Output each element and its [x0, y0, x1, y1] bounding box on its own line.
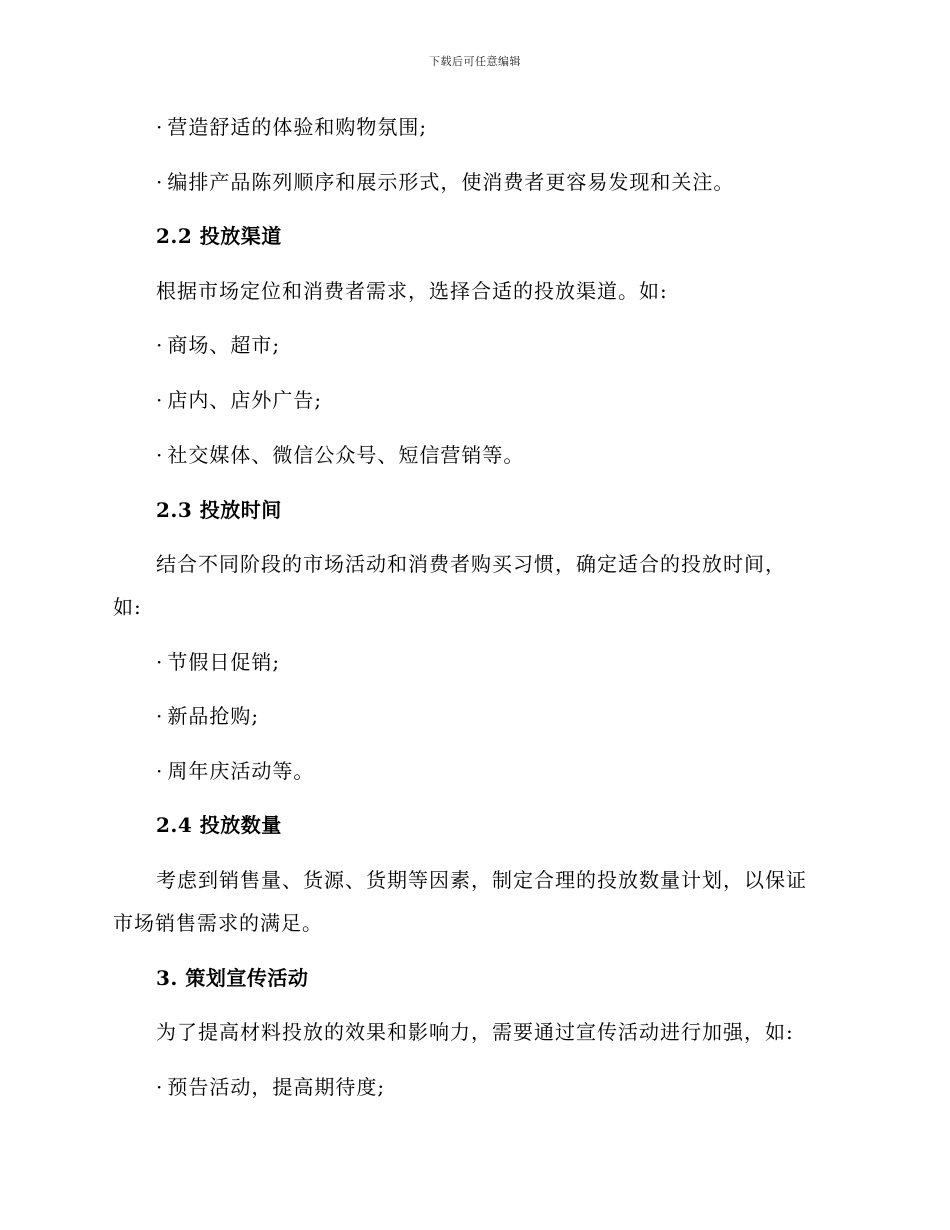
section-heading-2-2: 2.2 投放渠道: [156, 224, 282, 248]
section-heading-2-3: 2.3 投放时间: [156, 498, 282, 522]
bullet-item: · 节假日促销;: [156, 648, 280, 676]
bullet-item: · 编排产品陈列顺序和展示形式，使消费者更容易发现和关注。: [156, 168, 734, 196]
section-heading-2-4: 2.4 投放数量: [156, 813, 282, 837]
paragraph: 根据市场定位和消费者需求，选择合适的投放渠道。如:: [156, 279, 668, 303]
bullet-item: · 预告活动，提高期待度;: [156, 1073, 385, 1101]
bullet-item: · 周年庆活动等。: [156, 757, 314, 785]
bullet-item: · 营造舒适的体验和购物氛围;: [156, 113, 427, 141]
bullet-item: · 社交媒体、微信公众号、短信营销等。: [156, 441, 524, 469]
bullet-item: · 店内、店外广告;: [156, 386, 322, 414]
paragraph-continuation: 如:: [113, 595, 142, 619]
paragraph: 为了提高材料投放的效果和影响力，需要通过宣传活动进行加强，如:: [156, 1020, 794, 1044]
paragraph: 考虑到销售量、货源、货期等因素，制定合理的投放数量计划，以保证: [156, 868, 807, 892]
section-heading-3: 3. 策划宣传活动: [156, 966, 309, 990]
bullet-item: · 商场、超市;: [156, 331, 280, 359]
bullet-item: · 新品抢购;: [156, 702, 259, 730]
paragraph: 结合不同阶段的市场活动和消费者购买习惯，确定适合的投放时间，: [156, 552, 786, 576]
page-header: 下载后可任意编辑: [429, 55, 521, 68]
paragraph-continuation: 市场销售需求的满足。: [113, 911, 323, 935]
